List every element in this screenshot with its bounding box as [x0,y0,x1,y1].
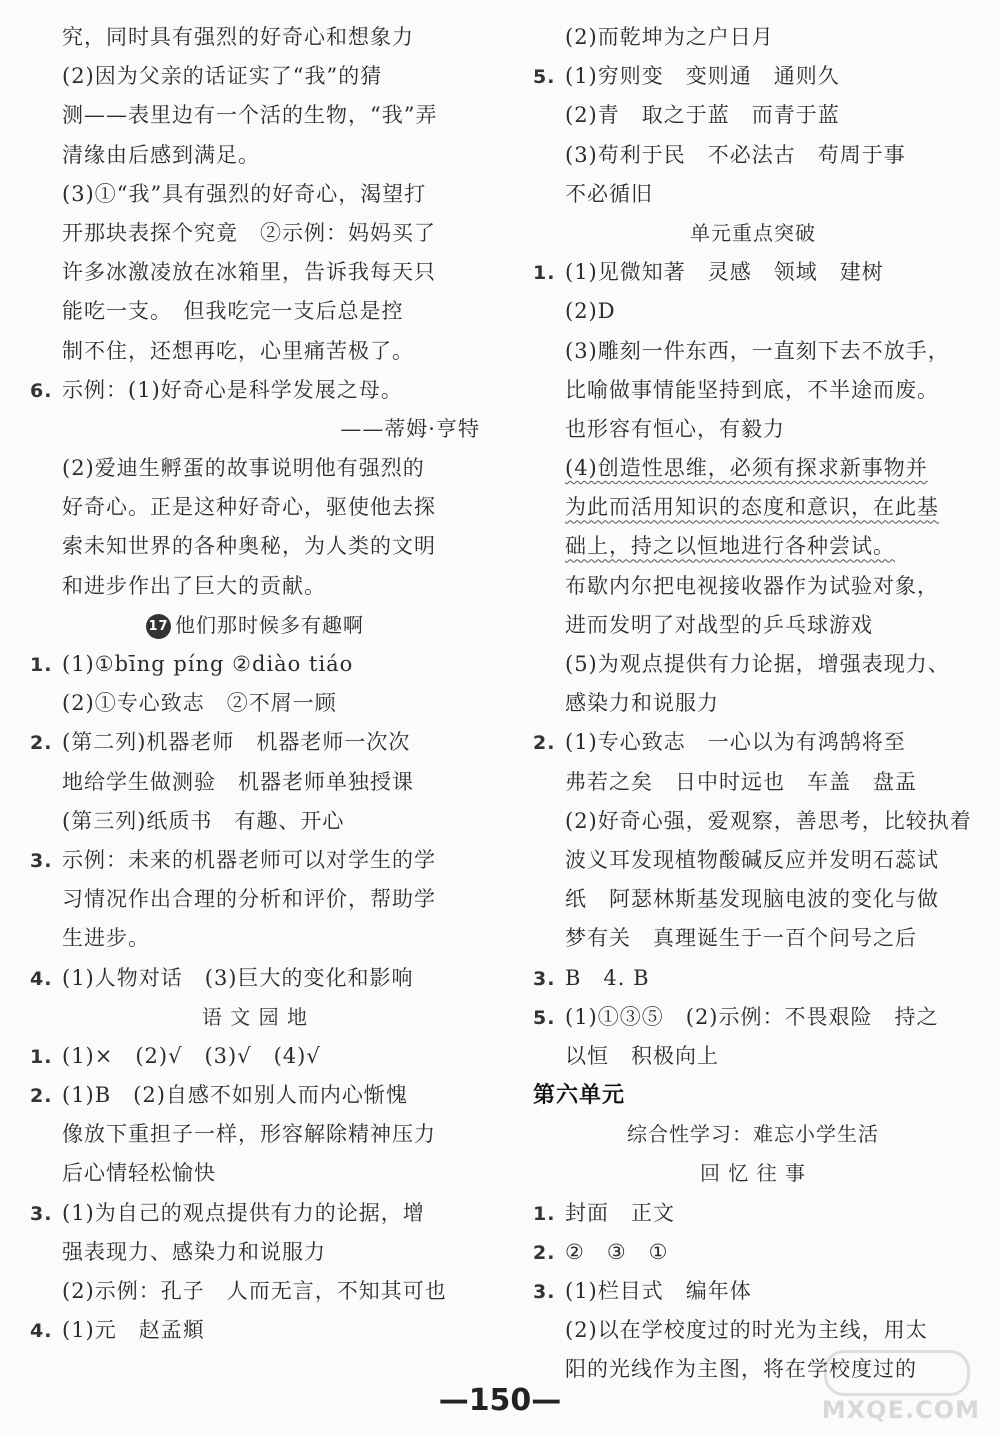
answer-line [30,292,480,331]
answer-text: 单元重点突破 [690,220,816,245]
answer-line [533,292,973,331]
answer-line [533,175,973,214]
answer-line [533,723,973,762]
answer-text: 制不住，还想再吃，心里痛苦极了。 [62,338,414,363]
answer-text: (3)雕刻一件东西，一直刻下去不放手， [565,338,950,363]
question-number: 3. [533,1281,556,1303]
unit-title [533,1076,973,1115]
answer-text: ② ③ ① [565,1239,669,1264]
answer-text: (2)因为父亲的话证实了“我”的猜 [62,64,383,89]
answer-text: (2)爱迪生孵蛋的故事说明他有强烈的 [62,456,425,481]
answer-text: 波义耳发现植物酸碱反应并发明石蕊试 [565,847,939,872]
answer-text: 以恒 积极向上 [565,1043,719,1068]
answer-line [30,488,480,527]
answer-text: B 4. B [565,965,650,990]
answer-text: 示例：未来的机器老师可以对学生的学 [62,847,436,872]
section-heading [30,998,480,1037]
answer-line [30,919,480,958]
question-number: 2. [30,732,53,755]
answer-line [30,841,480,880]
answer-text: 纸 阿瑟林斯基发现脑电波的变化与做 [565,887,939,912]
answer-text: (1)穷则变 变则通 通则久 [565,64,840,89]
lesson-number-badge: 17 [146,614,171,639]
answer-text: 也形容有恒心，有毅力 [565,416,785,441]
answer-line [30,214,480,253]
answer-line [30,136,480,175]
answer-text: 清缘由后感到满足。 [62,142,260,167]
answer-line [30,684,480,723]
answer-text: 第六单元 [533,1083,626,1109]
answer-text: 究，同时具有强烈的好奇心和想象力 [62,25,414,49]
answer-text: 他们那时候多有趣啊 [175,612,364,637]
answer-line [30,371,480,410]
answer-text: 地给学生做测验 机器老师单独授课 [62,769,414,794]
question-number: 1. [533,1202,556,1225]
answer-line [533,527,973,566]
answer-text: (2)而乾坤为之户日月 [565,25,774,49]
watermark-badge-icon [824,1350,970,1396]
answer-line [533,449,973,488]
answer-text: 比喻做事情能坚持到底，不半途而废。 [565,377,939,402]
question-number: 3. [533,967,556,990]
answer-line [533,136,973,175]
answer-text: 础上，持之以恒地进行各种尝试。 [565,534,895,559]
answer-line [533,645,973,684]
answer-line [533,1037,973,1076]
answer-line [30,18,480,57]
section-heading [533,1115,973,1154]
answer-line [533,96,973,135]
answer-text: 进而发明了对战型的乒乓球游戏 [565,612,873,637]
answer-line [30,57,480,96]
answer-text: (1)× (2)√ (3)√ (4)√ [62,1043,321,1068]
answer-text: 好奇心。正是这种好奇心，驱使他去探 [62,495,436,520]
answer-line [533,410,973,449]
question-number: 2. [30,1085,53,1108]
answer-line [30,1037,480,1076]
question-number: 5. [533,66,556,89]
answer-text: 综合性学习：难忘小学生活 [627,1122,879,1147]
answer-text: 布歇内尔把电视接收器作为试验对象， [565,573,939,598]
answer-line [30,606,480,645]
page-number: —150— [438,1383,562,1418]
answer-text: (5)为观点提供有力论据，增强表现力、 [565,652,950,676]
question-number: 4. [30,967,53,990]
answer-line [533,606,973,645]
answer-line [30,1154,480,1193]
answer-line [30,1233,480,1272]
answer-line [30,96,480,135]
question-number: 2. [533,1241,556,1264]
answer-line [533,919,973,958]
answer-text: 生进步。 [62,926,150,951]
answer-text: (1)见微知著 灵感 领域 建树 [565,260,884,285]
right-column [533,18,973,1390]
answer-line [30,332,480,371]
answer-text: (2)示例：孔子 人而无言，不知其可也 [62,1279,447,1303]
answer-line [533,488,973,527]
answer-line [533,18,973,57]
answer-line [533,253,973,292]
answer-line [30,527,480,566]
answer-line [30,802,480,841]
answer-line [533,841,973,880]
answer-text: (3)①“我”具有强烈的好奇心，渴望打 [62,181,427,206]
answer-line [30,449,480,488]
answer-line [533,959,973,998]
answer-line [533,567,973,606]
answer-line [533,371,973,410]
answer-text: 强表现力、感染力和说服力 [62,1239,326,1264]
answer-text: 语 文 园 地 [201,1004,309,1029]
answer-line [533,684,973,723]
answer-text: (2)①专心致志 ②不屑一顾 [62,691,337,716]
answer-line [30,1194,480,1233]
answer-text: (第三列)纸质书 有趣、开心 [62,808,345,833]
answer-text: 弗若之矣 日中时远也 车盖 盘盂 [565,769,917,794]
answer-text: 不必循旧 [565,181,653,206]
quote-attribution [30,410,480,449]
answer-text: (第二列)机器老师 机器老师一次次 [62,730,411,755]
answer-text: 和进步作出了巨大的贡献。 [62,573,326,598]
answer-text: (3)苟利于民 不必法古 苟周于事 [565,142,906,167]
answer-text: 开那块表探个究竟 ②示例：妈妈买了 [62,220,436,245]
answer-line [533,1233,973,1272]
section-heading [533,214,973,253]
answer-text: 习情况作出合理的分析和评价，帮助学 [62,887,436,912]
answer-line [30,645,480,684]
answer-text: 像放下重担子一样，形容解除精神压力 [62,1122,436,1147]
answer-text: (1)栏目式 编年体 [565,1279,752,1303]
answer-text: (2)青 取之于蓝 而青于蓝 [565,103,840,128]
section-heading [533,1154,973,1193]
answer-text: 封面 正文 [565,1200,675,1225]
question-number: 5. [533,1006,556,1029]
answer-text: 索未知世界的各种奥秘，为人类的文明 [62,534,436,559]
answer-line [533,880,973,919]
answer-line [30,959,480,998]
answer-text: 阳的光线作为主图，将在学校度过的 [565,1357,917,1382]
question-number: 3. [30,849,53,872]
answer-line [30,1311,480,1350]
answer-text: (4)创造性思维，必须有探求新事物并 [565,456,928,481]
answer-line [533,332,973,371]
answer-line [533,802,973,841]
answer-text: (1)专心致志 一心以为有鸿鹄将至 [565,730,906,755]
answer-text: (2)以在学校度过的时光为主线，用太 [565,1318,928,1343]
answer-line [533,57,973,96]
answer-line [533,1311,973,1350]
answer-text: 为此而活用知识的态度和意识，在此基 [565,495,939,520]
answer-text: 测——表里边有一个活的生物，“我”弄 [62,103,438,128]
answer-text: 能吃一支。 但我吃完一支后总是控 [62,299,404,324]
answer-text: (1)元 赵孟頫 [62,1318,205,1343]
question-number: 3. [30,1202,53,1225]
answer-text: (1)人物对话 (3)巨大的变化和影响 [62,965,414,990]
answer-text: (1)为自己的观点提供有力的论据，增 [62,1200,425,1225]
answer-text: 回 忆 往 事 [699,1161,807,1186]
question-number: 1. [533,262,556,285]
question-number: 1. [30,654,53,676]
answer-text: 后心情轻松愉快 [62,1161,216,1186]
answer-text: (2)D [565,299,616,324]
answer-text: 许多冰激凌放在冰箱里，告诉我每天只 [62,260,436,285]
answer-text: ——蒂姆·亨特 [340,416,480,441]
answer-line [30,1272,480,1311]
answer-text: (1)①bīng píng ②diào tiáo [62,652,354,676]
question-number: 4. [30,1320,53,1343]
answer-text: 梦有关 真理诞生于一百个问号之后 [565,926,917,951]
answer-text: 感染力和说服力 [565,691,719,716]
answer-line [30,763,480,802]
answer-line [533,1194,973,1233]
question-number: 6. [30,379,53,402]
answer-line [533,1272,973,1311]
answer-line [30,253,480,292]
question-number: 1. [30,1045,53,1068]
answer-text: 示例：(1)好奇心是科学发展之母。 [62,377,403,402]
answer-line [30,175,480,214]
question-number: 2. [533,732,556,755]
answer-text: (1)B (2)自感不如别人而内心惭愧 [62,1083,408,1108]
answer-line [533,763,973,802]
answer-line [30,723,480,762]
watermark-text: MXQE.COM [821,1396,980,1424]
answer-text: (2)好奇心强，爱观察，善思考，比较执着 [565,808,972,833]
left-column [30,18,480,1350]
answer-text: (1)①③⑤ (2)示例：不畏艰险 持之 [565,1004,939,1029]
answer-line [30,1115,480,1154]
answer-line [533,998,973,1037]
answer-line [30,567,480,606]
watermark-logo [820,1350,980,1430]
answer-line [30,880,480,919]
answer-line [30,1076,480,1115]
